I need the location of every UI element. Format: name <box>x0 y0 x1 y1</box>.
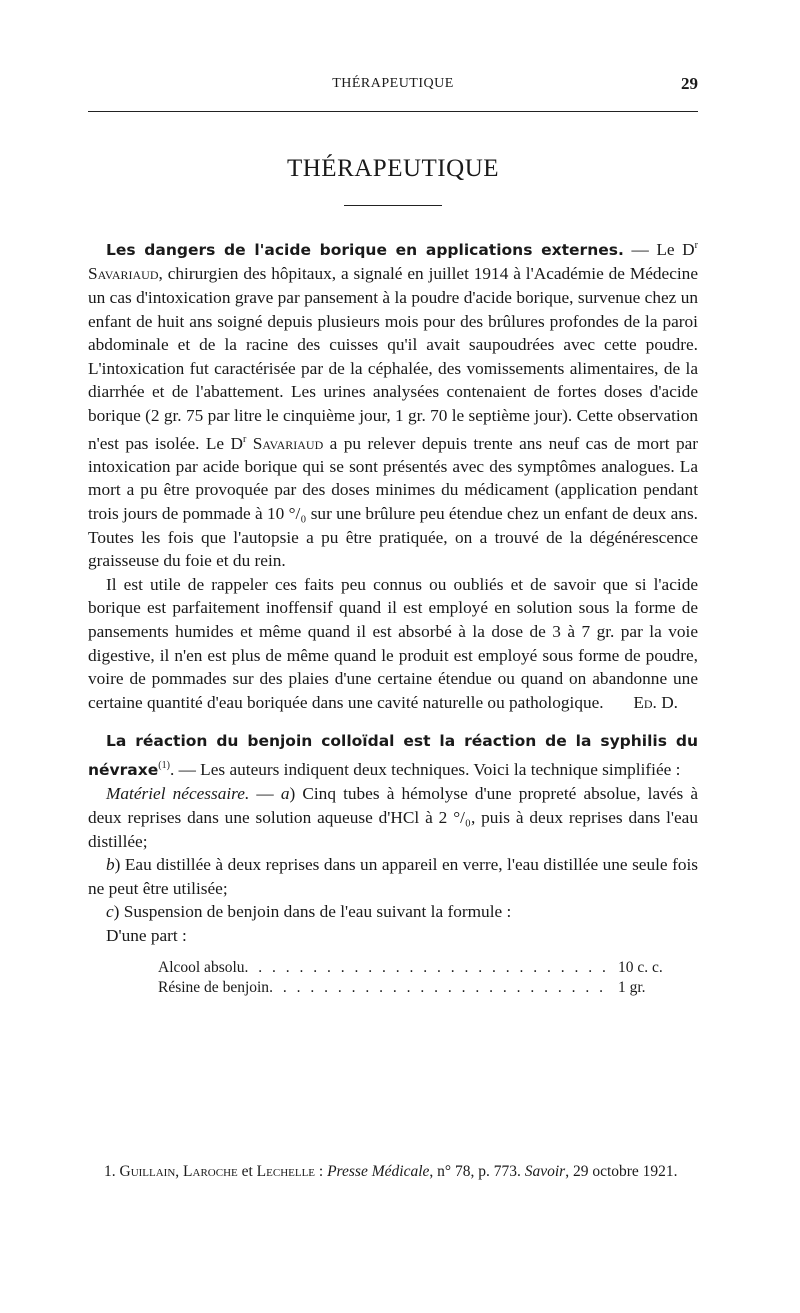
footnote-date: , 29 octobre 1921. <box>565 1163 678 1180</box>
materiel-a-letter: a <box>280 784 290 804</box>
formula <box>88 958 698 998</box>
footnote-journal: Presse Médicale <box>327 1163 430 1180</box>
footnote-et: et <box>237 1163 257 1180</box>
article2-item-d <box>88 924 698 948</box>
item-b-letter: b <box>106 855 115 875</box>
article2-item-b <box>88 853 698 900</box>
article1-name: Savariaud <box>88 264 159 284</box>
article1-lead: Les dangers de l'acide borique en applications externes. <box>106 240 624 259</box>
formula-row <box>88 958 698 978</box>
item-c-letter: c <box>106 902 114 922</box>
article2-materiel: Matériel nécessaire. — a) Cinq tubes à hémolyse d'une propreté absolue, lavés à deux reprises dans une solution aqueuse d'HCl à 2 °/₀, puis à deux reprises dans l'eau distillée; <box>88 784 698 851</box>
footnote-colon: : <box>315 1163 328 1180</box>
item-b-text: ) Eau distillée à deux reprises dans un appareil en verre, l'eau distillée une seule fois ne peut être utilisée; <box>88 855 698 898</box>
header-rule <box>88 111 698 112</box>
formula-leader <box>269 978 608 998</box>
article2-item-c <box>88 900 698 924</box>
footnote <box>88 1161 698 1182</box>
formula-value: 1 gr. <box>618 978 646 996</box>
footnote-ref: , n° 78, p. 773. <box>429 1163 525 1180</box>
footnote-savoir: Savoir <box>524 1163 566 1180</box>
footnote-text <box>88 1161 698 1182</box>
formula-name: Résine de benjoin <box>158 978 270 996</box>
article1-text-a: — Le D <box>623 239 695 259</box>
materiel-a-text: ) Cinq tubes à hémolyse d'une propreté absolue, lavés à deux reprises dans une solution aqueuse d'HCl à 2 °/₀, puis à deux reprises dans l'eau distillée; <box>88 784 698 851</box>
title-rule <box>344 205 442 206</box>
article1-signature: Ed. D. <box>633 692 678 712</box>
article2-text: . — Les auteurs indiquent deux techniques. Voici la technique simplifiée : <box>169 759 681 779</box>
article2-paragraph1 <box>88 729 698 782</box>
footnote-authors: Guillain, Laroche <box>119 1163 238 1180</box>
article1-text-c: a pu relever depuis trente ans neuf cas de mort par intoxication par acide borique qui se sont présentés avec des symptômes analogues. La mort a pu être provoquée par des doses minimes du médicament (application pendant trois jours de pommade à 10 °/₀ sur une brûlure peu étendue chez un enfant de deux ans. Toutes les fois que l'autopsie a pu être pratiquée, on a trouvé de la dégénérescence graisseuse du foie et du rein. <box>88 433 699 571</box>
page-number: 29 <box>681 74 698 93</box>
formula-value: 10 c. c. <box>618 958 663 976</box>
running-head <box>88 76 698 98</box>
article2-lead: La réaction du benjoin colloïdal est la réaction de la syphilis du névraxe <box>88 732 698 779</box>
article1-sup: r <box>694 240 699 251</box>
formula-name: Alcool absolu <box>158 958 245 976</box>
body-text <box>88 234 698 998</box>
item-d-text: D'une part : <box>106 925 187 945</box>
formula-row <box>88 978 698 998</box>
article1-paragraph1 <box>88 234 698 573</box>
article1-p2-text: Il est utile de rappeler ces faits peu connus ou oubliés et de savoir que si l'acide borique est parfaitement inoffensif quand il est employé en solution sous la forme de pansements humides et même quand il est absorbé à la dose de 3 à 7 gr. par la voie digestive, il n'en est plus de même quand le produit est employé sous forme de poudre, voire de pommades sur des plaies d'une certaine étendue ou quand on abandonne une certaine quantité d'eau boriquée dans une cavité naturelle ou pathologique. <box>88 574 698 712</box>
article1-text-b: , chirurgien des hôpitaux, a signalé en juillet 1914 à l'Académie de Médecine un cas d'intoxication grave par pansement à la poudre d'acide borique, survenue chez un enfant de huit ans soigné depuis plusieurs mois pour des brûlures profondes de la paroi abdominale et de la racine des cuisses qu'il avait saupoudrées avec cette poudre. L'intoxication fut caractérisée par de la céphalée, des vomissements alimentaires, de la diarrhée et de l'abattement. Les urines analysées contenaient de fortes doses d'acide borique (2 gr. 75 par litre le cinquième jour, 1 gr. 70 le septième jour). Cette observation n'est pas isolée. Le D <box>88 264 698 453</box>
running-title: THÉRAPEUTIQUE <box>332 76 454 91</box>
section-title: THÉRAPEUTIQUE <box>286 155 500 182</box>
item-c-text: ) Suspension de benjoin dans de l'eau suivant la formule : <box>113 902 512 922</box>
materiel-label: Matériel nécessaire. <box>106 784 250 804</box>
article1-paragraph2 <box>88 573 698 715</box>
footnote-number: 1. <box>104 1163 116 1180</box>
formula-leader <box>245 958 608 978</box>
article1-name2: Savariaud <box>246 433 324 453</box>
article2-footnote-ref: (1) <box>158 760 170 771</box>
footnote-author3: Lechelle <box>256 1163 316 1180</box>
article1-sup2: r <box>242 433 247 445</box>
